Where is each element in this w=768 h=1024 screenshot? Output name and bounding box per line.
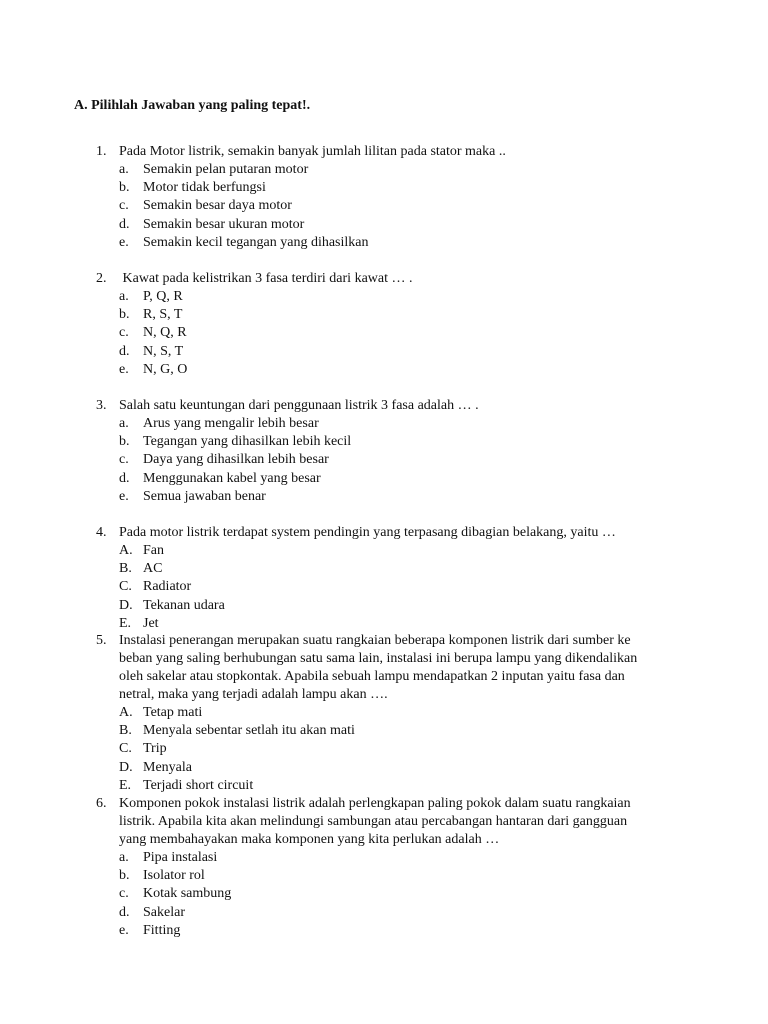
option (0, 361, 768, 379)
question-text: beban yang saling berhubungan satu sama lain, instalasi ini berupa lampu yang dikendalikan (119, 651, 638, 666)
question-text: oleh sakelar atau stopkontak. Apabila sebuah lampu mendapatkan 2 inputan yaitu fasa dan (119, 669, 625, 684)
question-line (0, 270, 768, 288)
option-letter: b. (119, 868, 130, 884)
question-4 (0, 524, 768, 633)
option (0, 433, 768, 451)
option (0, 488, 768, 506)
option-text: Semakin besar ukuran motor (143, 216, 305, 232)
question-line (0, 397, 768, 415)
option-text: Menggunakan kabel yang besar (143, 470, 321, 486)
option (0, 904, 768, 922)
option-letter: d. (119, 216, 130, 232)
option-text: Isolator rol (143, 868, 205, 884)
option-text: Fan (143, 543, 164, 558)
question-line (0, 686, 768, 704)
question-line (0, 668, 768, 686)
question-line (0, 632, 768, 650)
option-letter: a. (119, 162, 129, 177)
question-2 (0, 270, 768, 379)
option-letter: d. (119, 343, 130, 359)
option-letter: b. (119, 180, 130, 196)
option (0, 885, 768, 903)
option (0, 615, 768, 633)
option (0, 542, 768, 560)
question-line (0, 795, 768, 813)
option-letter: A. (119, 543, 133, 558)
option-text: Terjadi short circuit (143, 777, 254, 793)
option-letter: C. (119, 741, 132, 757)
question-line (0, 524, 768, 542)
option-letter: c. (119, 452, 129, 468)
option-text: Menyala sebentar setlah itu akan mati (143, 723, 355, 739)
option-text: Tetap mati (143, 705, 203, 720)
question-text: netral, maka yang terjadi adalah lampu akan …. (119, 687, 388, 702)
option-letter: D. (119, 759, 133, 775)
option (0, 704, 768, 722)
option-text: Jet (143, 615, 159, 631)
option-letter: a. (119, 289, 129, 304)
option-letter: d. (119, 904, 130, 920)
option (0, 597, 768, 615)
option (0, 415, 768, 433)
question-5 (0, 632, 768, 795)
option-text: Semua jawaban benar (143, 488, 266, 504)
option-text: Fitting (143, 922, 181, 938)
question-text: Pada motor listrik terdapat system pendingin yang terpasang dibagian belakang, yaitu … (119, 525, 616, 540)
option-text: Sakelar (143, 904, 185, 920)
option (0, 343, 768, 361)
option-text: Arus yang mengalir lebih besar (143, 416, 319, 431)
option-text: Kotak sambung (143, 886, 232, 902)
option (0, 849, 768, 867)
question-line (0, 650, 768, 668)
question-number: 3. (96, 398, 107, 413)
option-text: Daya yang dihasilkan lebih besar (143, 452, 329, 468)
option-text: N, G, O (143, 361, 188, 377)
option (0, 197, 768, 215)
option-letter: C. (119, 579, 132, 595)
option (0, 324, 768, 342)
question-line (0, 143, 768, 161)
option-letter: c. (119, 325, 129, 341)
option-letter: c. (119, 198, 129, 214)
option (0, 922, 768, 940)
option-text: Semakin besar daya motor (143, 198, 292, 214)
question-text: Salah satu keuntungan dari penggunaan listrik 3 fasa adalah … . (119, 398, 479, 413)
option-letter: e. (119, 361, 129, 377)
question-number: 5. (96, 633, 107, 648)
option (0, 288, 768, 306)
option (0, 216, 768, 234)
option-letter: B. (119, 561, 132, 577)
option-letter: d. (119, 470, 130, 486)
option (0, 306, 768, 324)
question-text: Komponen pokok instalasi listrik adalah perlengkapan paling pokok dalam suatu rangkaian (119, 796, 631, 811)
option-text: N, Q, R (143, 325, 187, 341)
option (0, 578, 768, 596)
option (0, 234, 768, 252)
section-title: A. Pilihlah Jawaban yang paling tepat!. (74, 98, 311, 113)
question-number: 2. (96, 271, 107, 286)
option-letter: e. (119, 234, 129, 250)
option-text: Motor tidak berfungsi (143, 180, 266, 196)
option-text: Semakin kecil tegangan yang dihasilkan (143, 234, 369, 250)
question-number: 1. (96, 144, 107, 159)
option (0, 451, 768, 469)
question-number: 4. (96, 525, 107, 540)
question-3 (0, 397, 768, 506)
question-number: 6. (96, 796, 107, 811)
option-letter: b. (119, 307, 130, 323)
option-text: AC (143, 561, 163, 577)
option-text: Tegangan yang dihasilkan lebih kecil (143, 434, 352, 450)
option (0, 470, 768, 488)
question-1 (0, 143, 768, 252)
option (0, 777, 768, 795)
question-line (0, 831, 768, 849)
option-letter: a. (119, 416, 129, 431)
question-line (0, 813, 768, 831)
question-text: listrik. Apabila kita akan melindungi sambungan atau percabangan hantaran dari gangguan (119, 814, 628, 829)
option (0, 161, 768, 179)
option (0, 722, 768, 740)
option-letter: a. (119, 850, 129, 865)
option-letter: E. (119, 777, 132, 793)
option-text: Semakin pelan putaran motor (143, 162, 309, 177)
option-letter: e. (119, 922, 129, 938)
question-text: Kawat pada kelistrikan 3 fasa terdiri dari kawat … . (119, 271, 413, 286)
option (0, 759, 768, 777)
option-text: R, S, T (143, 307, 183, 323)
option-text: Menyala (143, 759, 192, 775)
question-text: yang membahayakan maka komponen yang kita perlukan adalah … (119, 832, 500, 847)
option-text: Tekanan udara (143, 597, 225, 613)
option-text: N, S, T (143, 343, 184, 359)
question-text: Pada Motor listrik, semakin banyak jumlah lilitan pada stator maka .. (119, 144, 506, 159)
option-letter: A. (119, 705, 133, 720)
option-text: Radiator (143, 579, 192, 595)
option (0, 867, 768, 885)
option (0, 560, 768, 578)
option-text: P, Q, R (143, 289, 183, 304)
option-text: Pipa instalasi (143, 850, 218, 865)
option-letter: B. (119, 723, 132, 739)
option-letter: b. (119, 434, 130, 450)
option-letter: E. (119, 615, 132, 631)
option-text: Trip (143, 741, 167, 757)
option-letter: e. (119, 488, 129, 504)
question-text: Instalasi penerangan merupakan suatu rangkaian beberapa komponen listrik dari sumber ke (119, 633, 631, 648)
option-letter: c. (119, 886, 129, 902)
option (0, 740, 768, 758)
option (0, 179, 768, 197)
question-6 (0, 795, 768, 940)
option-letter: D. (119, 597, 133, 613)
